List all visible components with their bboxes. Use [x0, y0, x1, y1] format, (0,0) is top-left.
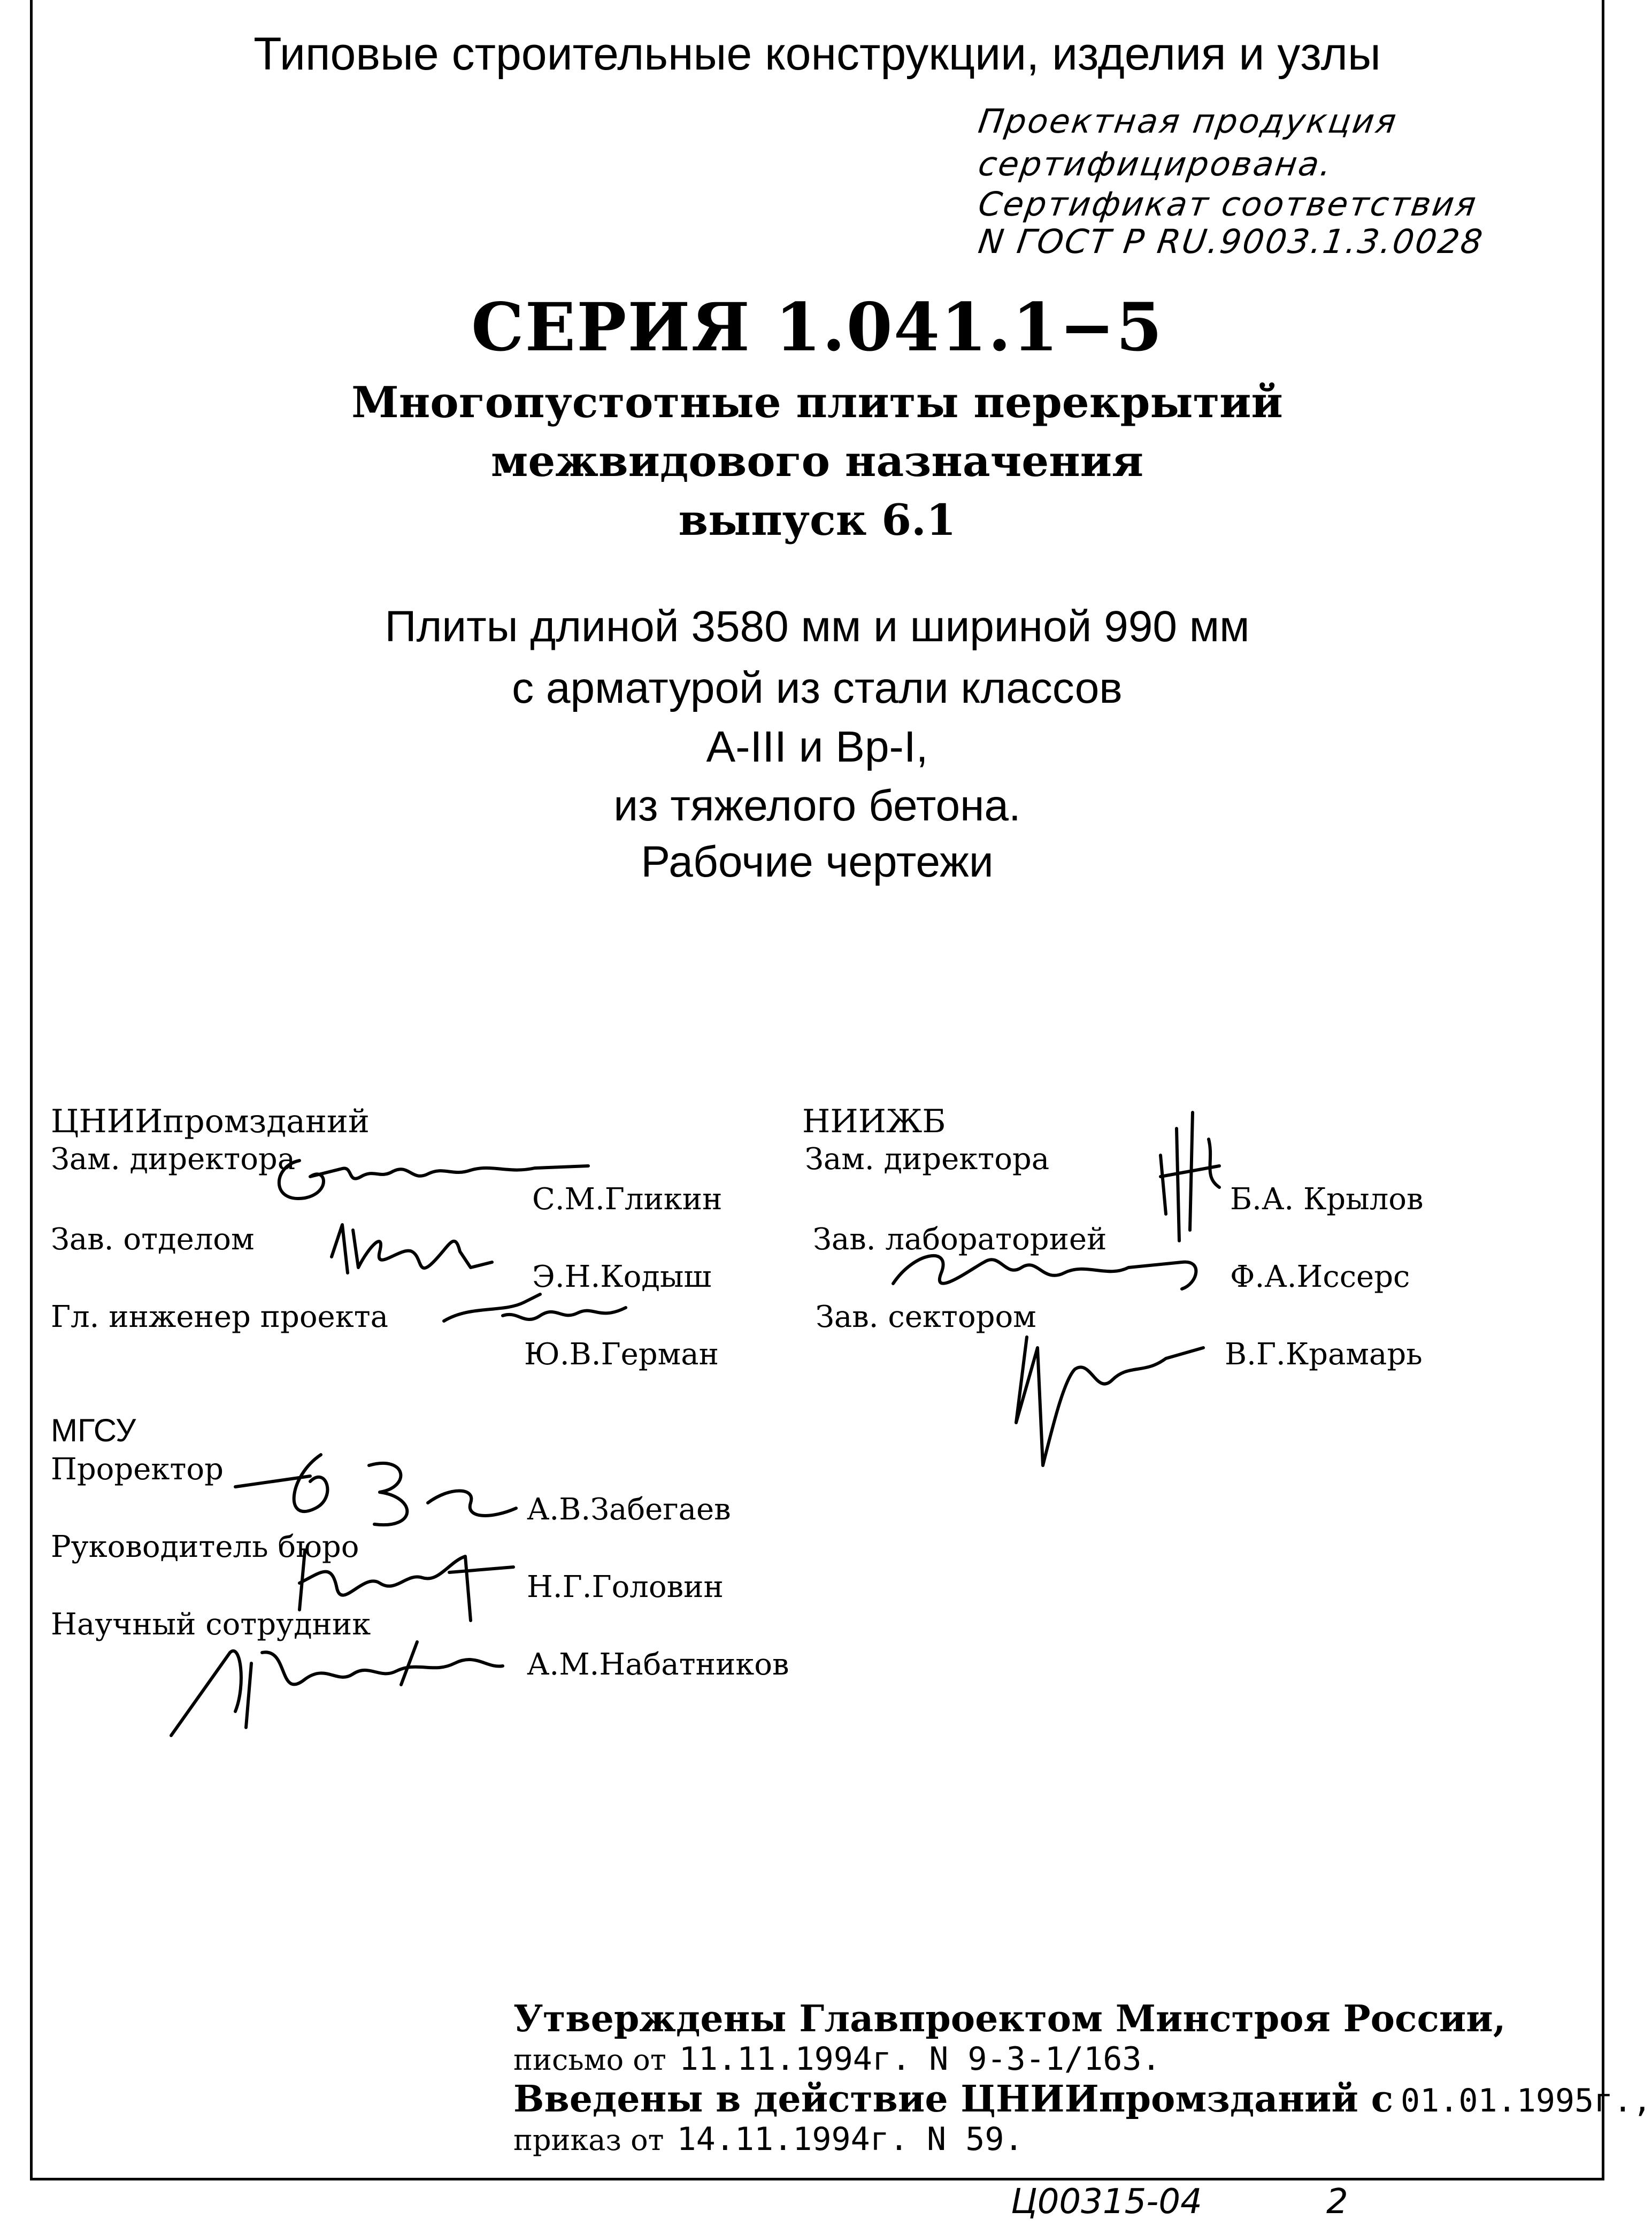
signature-nabatnikov [166, 1621, 508, 1744]
person-nabatnikov: А.М.Набатников [527, 1647, 789, 1682]
person-zabegaev: А.В.Забегаев [527, 1492, 731, 1527]
signature-glikin [267, 1145, 599, 1214]
approval-line-1 [513, 1998, 1505, 2040]
role-head-department: Зав. отделом [51, 1222, 255, 1257]
approval-effective-date: 01.01.1995г., [1400, 2082, 1652, 2120]
org-tsniipromzdaniy: ЦНИИпромзданий [51, 1103, 370, 1140]
org-niizhb: НИИЖБ [802, 1103, 946, 1140]
role-vice-rector: Проректор [51, 1452, 224, 1487]
series-subtitle-2: межвидового назначения [490, 436, 1144, 486]
person-kramar: В.Г.Крамарь [1225, 1337, 1423, 1372]
description-line-2: с арматурой из стали классов [512, 664, 1123, 712]
role-chief-engineer: Гл. инженер проекта [51, 1300, 389, 1334]
footer-archive-code: Ц00315-04 [1011, 2182, 1202, 2222]
person-golovin: Н.Г.Головин [527, 1570, 724, 1604]
signature-issers [882, 1230, 1214, 1305]
signature-kodysh [321, 1214, 497, 1289]
person-krylov: Б.А. Крылов [1230, 1182, 1424, 1217]
series-code: СЕРИЯ 1.041.1−5 [471, 289, 1164, 366]
person-german: Ю.В.Герман [524, 1337, 719, 1372]
approval-line-2 [513, 2040, 1161, 2078]
role-deputy-director-right: Зам. директора [805, 1142, 1050, 1177]
role-deputy-director-left: Зам. директора [51, 1142, 296, 1177]
certificate-line-3: Сертификат соответствия [975, 185, 1480, 224]
description-line-3: А-III и Вр-I, [706, 723, 928, 771]
signature-kramar [1005, 1316, 1209, 1476]
role-bureau-head: Руководитель бюро [51, 1530, 359, 1564]
approval-line-3 [513, 2078, 1652, 2121]
org-mgsu: МГСУ [51, 1412, 136, 1448]
approval-letter-date: 11.11.1994г. [679, 2040, 911, 2078]
signature-krylov [1150, 1107, 1235, 1246]
approval-line-4 [513, 2121, 1024, 2158]
approval-order-number: N 59. [926, 2121, 1024, 2158]
certificate-line-2: сертифицирована. [975, 144, 1335, 183]
series-issue: выпуск 6.1 [678, 495, 956, 545]
header-title: Типовые строительные конструкции, изделия и узлы [253, 28, 1381, 80]
approval-introduced-text: Введены в действие ЦНИИпромзданий с [513, 2078, 1393, 2121]
certificate-line-4: N ГОСТ Р RU.9003.1.3.0028 [975, 222, 1487, 261]
signature-golovin [289, 1540, 535, 1631]
signature-zabegaev [225, 1444, 524, 1540]
approval-letter-label: письмо от [513, 2043, 666, 2077]
role-head-laboratory: Зав. лабораторией [813, 1222, 1107, 1257]
description-line-4: из тяжелого бетона. [613, 781, 1021, 830]
person-glikin: С.М.Гликин [532, 1182, 723, 1217]
signature-german [439, 1284, 631, 1342]
series-subtitle-1: Многопустотные плиты перекрытий [351, 377, 1283, 427]
role-head-sector: Зав. сектором [816, 1300, 1036, 1334]
description-line-5: Рабочие чертежи [641, 838, 994, 886]
approval-approved-text: Утверждены Главпроектом Минстроя России, [513, 1998, 1506, 2040]
description-line-1: Плиты длиной 3580 мм и шириной 990 мм [385, 602, 1250, 651]
certificate-line-1: Проектная продукция [975, 102, 1400, 141]
person-issers: Ф.А.Иссерс [1230, 1260, 1410, 1294]
approval-letter-number: N 9-3-1/163. [929, 2040, 1161, 2078]
footer-page-number: 2 [1326, 2182, 1348, 2222]
person-kodysh: Э.Н.Кодыш [532, 1260, 712, 1294]
approval-order-label: приказ от [513, 2123, 664, 2157]
approval-order-date: 14.11.1994г. [677, 2121, 909, 2158]
role-research-fellow: Научный сотрудник [51, 1607, 371, 1642]
